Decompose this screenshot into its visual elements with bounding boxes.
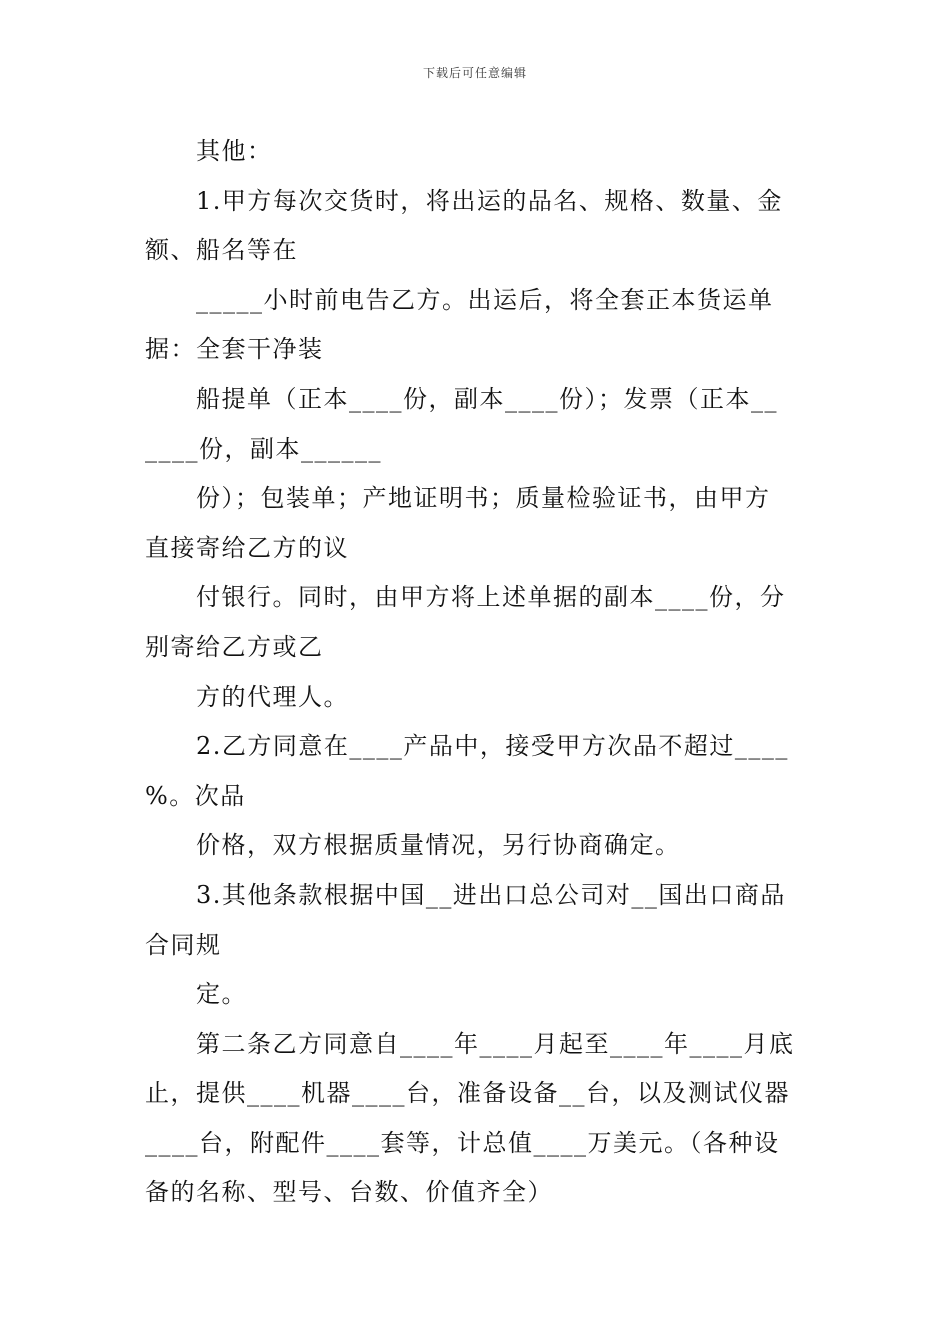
text-line: 合同规 — [145, 930, 222, 959]
text-line: 份）；包装单；产地证明书；质量检验证书，由甲方 — [196, 484, 771, 513]
text-line: _____小时前电告乙方。出运后，将全套正本货运单 — [196, 285, 774, 314]
text-line: 1.甲方每次交货时，将出运的品名、规格、数量、金 — [196, 186, 783, 215]
text-line: 据：全套干净装 — [145, 335, 324, 364]
text-line: 止，提供____机器____台，准备设备__台，以及测试仪器 — [145, 1079, 790, 1108]
text-line: 2.乙方同意在____产品中，接受甲方次品不超过____ — [196, 732, 789, 761]
text-line: 第二条乙方同意自____年____月起至____年____月底 — [196, 1029, 795, 1058]
text-line: ____台，附配件____套等，计总值____万美元。（各种设 — [145, 1128, 780, 1157]
text-line: 直接寄给乙方的议 — [145, 533, 349, 562]
text-line: 备的名称、型号、台数、价值齐全） — [145, 1178, 553, 1207]
text-line: ____份，副本______ — [145, 434, 382, 463]
text-line: %。次品 — [145, 781, 246, 810]
text-line: 3.其他条款根据中国__进出口总公司对__国出口商品 — [196, 880, 786, 909]
text-line: 付银行。同时，由甲方将上述单据的副本____份，分 — [196, 583, 786, 612]
text-line: 别寄给乙方或乙 — [145, 632, 324, 661]
page-header-note: 下载后可任意编辑 — [422, 66, 527, 80]
text-line: 其他： — [196, 137, 273, 165]
text-line: 方的代理人。 — [196, 682, 349, 711]
document-body — [145, 127, 810, 1218]
text-line: 船提单（正本____份，副本____份）；发票（正本__ — [196, 384, 778, 413]
text-line: 价格，双方根据质量情况，另行协商确定。 — [196, 831, 681, 860]
text-line: 定。 — [196, 980, 247, 1009]
text-line: 额、船名等在 — [145, 236, 298, 265]
